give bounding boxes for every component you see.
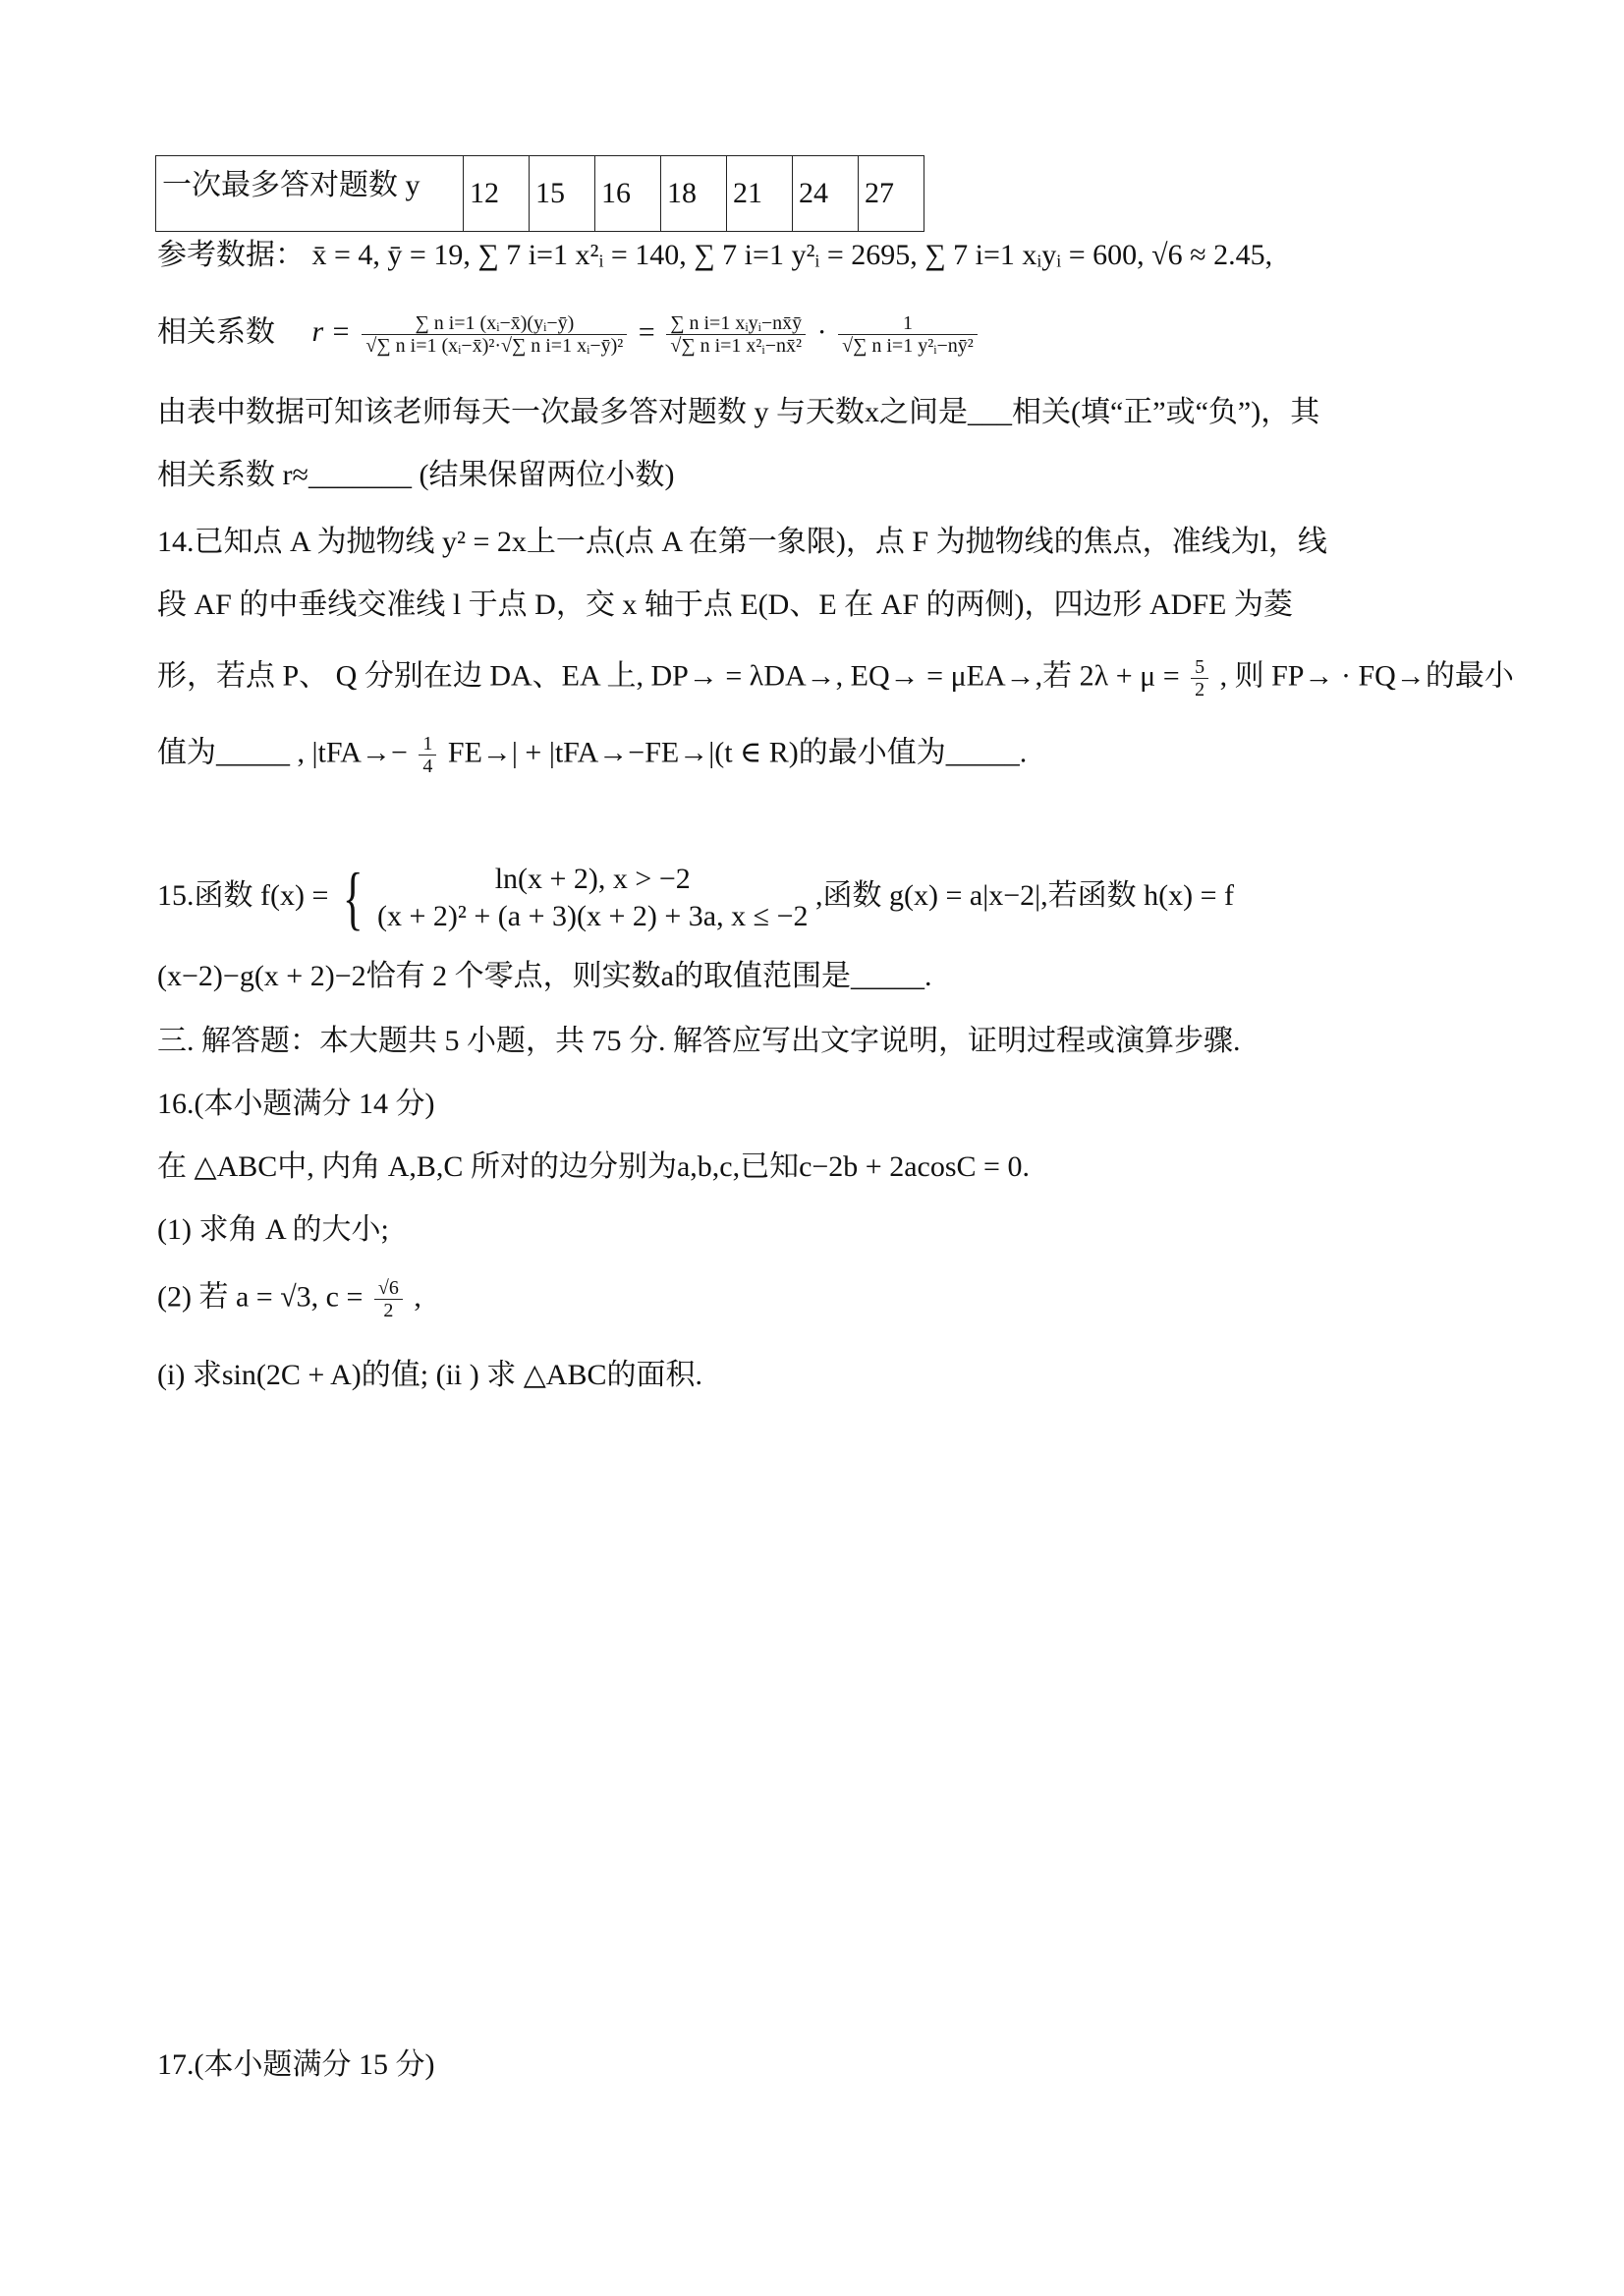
- fraction-denominator: 4: [422, 756, 433, 777]
- reference-data-line: 参考数据： x̄ = 4, ȳ = 19, ∑ 7 i=1 x²ᵢ = 140, ∑ 7 i=1 y²ᵢ = 2695, ∑ 7 i=1 xᵢyᵢ = 600, √6 ≈ 2.45,: [157, 239, 1273, 271]
- q14-line-4-start: 值为_____ , |tFA→−: [157, 736, 408, 769]
- table-cell: 15: [530, 156, 595, 232]
- fraction-denominator: 2: [1195, 679, 1205, 700]
- piecewise-case-2: (x + 2)² + (a + 3)(x + 2) + 3a, x ≤ −2: [376, 900, 809, 933]
- q16-subparts: (i) 求sin(2C + A)的值; (ii ) 求 △ABC的面积.: [157, 1359, 702, 1391]
- fraction-denominator: √∑ n i=1 (xᵢ−x̄)²·√∑ n i=1 xᵢ−ȳ)²: [365, 335, 624, 357]
- table-cell: 24: [793, 156, 859, 232]
- table-header-cell: 一次最多答对题数 y: [156, 156, 464, 232]
- q14-text-line-4: [157, 733, 1027, 777]
- correlation-fraction-1: [362, 312, 627, 357]
- q14-line-3-start: 形，若点 P、 Q 分别在边 DA、EA 上, DP→ = λDA→, EQ→ = μEA→,若 2λ + μ =: [157, 659, 1180, 693]
- fraction-numerator: 5: [1191, 656, 1208, 679]
- left-brace: {: [342, 859, 364, 938]
- fraction-denominator: √∑ n i=1 y²ᵢ−nȳ²: [842, 335, 974, 357]
- dot-operator: ·: [816, 315, 827, 349]
- q16-part-2-end: ,: [414, 1280, 421, 1314]
- correlation-label: 相关系数: [157, 315, 275, 349]
- q14-line-4-end: FE→| + |tFA→−FE→|(t ∈ R)的最小值为_____.: [447, 736, 1028, 769]
- fraction-numerator: 1: [838, 312, 978, 335]
- q16-part-2-start: (2) 若 a = √3, c =: [157, 1280, 364, 1314]
- q15-suffix: ,函数 g(x) = a|x−2|,若函数 h(x) = f: [815, 879, 1235, 912]
- q15-text-line-2: (x−2)−g(x + 2)−2恰有 2 个零点，则实数a的取值范围是_____.: [157, 960, 932, 992]
- fraction-numerator: √6: [374, 1277, 403, 1300]
- q16-fraction: [374, 1277, 403, 1321]
- q16-title: 16.(本小题满分 14 分): [157, 1088, 435, 1120]
- table-cell: 27: [859, 156, 924, 232]
- fraction-numerator: ∑ n i=1 xᵢyᵢ−nx̄ȳ: [666, 312, 806, 335]
- q15-prefix: 15.函数 f(x) =: [157, 879, 329, 912]
- piecewise-cases: [377, 861, 809, 935]
- table-cell: 18: [661, 156, 727, 232]
- q14-fraction: [1191, 656, 1208, 700]
- q16-part-1: (1) 求角 A 的大小;: [157, 1213, 389, 1246]
- fraction-numerator: 1: [419, 733, 436, 756]
- correlation-formula-line: [157, 312, 981, 357]
- table-cell: 12: [464, 156, 530, 232]
- data-table: [155, 155, 924, 232]
- q13-text-line-1: 由表中数据可知该老师每天一次最多答对题数 y 与天数x之间是___相关(填“正”或“负”)，其: [157, 396, 1320, 428]
- equals-sign: =: [638, 315, 655, 349]
- table-cell: 16: [595, 156, 661, 232]
- q14-text-line-2: 段 AF 的中垂线交准线 l 于点 D，交 x 轴于点 E(D、E 在 AF 的两侧)，四边形 ADFE 为菱: [157, 588, 1293, 621]
- correlation-r: r =: [311, 315, 351, 349]
- table-row: [156, 156, 924, 232]
- q16-part-2: [157, 1277, 421, 1321]
- piecewise-case-1: ln(x + 2), x > −2: [494, 863, 691, 896]
- fraction-denominator: 2: [383, 1300, 394, 1321]
- correlation-fraction-2: [666, 312, 806, 357]
- q16-text-line-1: 在 △ABC中, 内角 A,B,C 所对的边分别为a,b,c,已知c−2b + 2acosC = 0.: [157, 1150, 1030, 1183]
- q14-text-line-3: [157, 656, 1514, 700]
- q13-text-line-2: 相关系数 r≈_______ (结果保留两位小数): [157, 459, 675, 491]
- q14-line-3-end: , 则 FP→ · FQ→的最小: [1219, 659, 1514, 693]
- section-3-heading: 三. 解答题：本大题共 5 小题，共 75 分. 解答应写出文字说明，证明过程或演算步骤.: [157, 1025, 1241, 1057]
- correlation-fraction-3: [838, 312, 978, 357]
- q17-title: 17.(本小题满分 15 分): [157, 2048, 435, 2081]
- q14-text-line-1: 14.已知点 A 为抛物线 y² = 2x上一点(点 A 在第一象限)，点 F 为抛物线的焦点，准线为l，线: [157, 526, 1327, 558]
- fraction-numerator: ∑ n i=1 (xᵢ−x̄)(yᵢ−ȳ): [362, 312, 627, 335]
- fraction-denominator: √∑ n i=1 x²ᵢ−nx̄²: [670, 335, 802, 357]
- q14-fraction-2: [419, 733, 436, 777]
- table-cell: 21: [727, 156, 793, 232]
- q15-text-line-1: [157, 857, 1235, 938]
